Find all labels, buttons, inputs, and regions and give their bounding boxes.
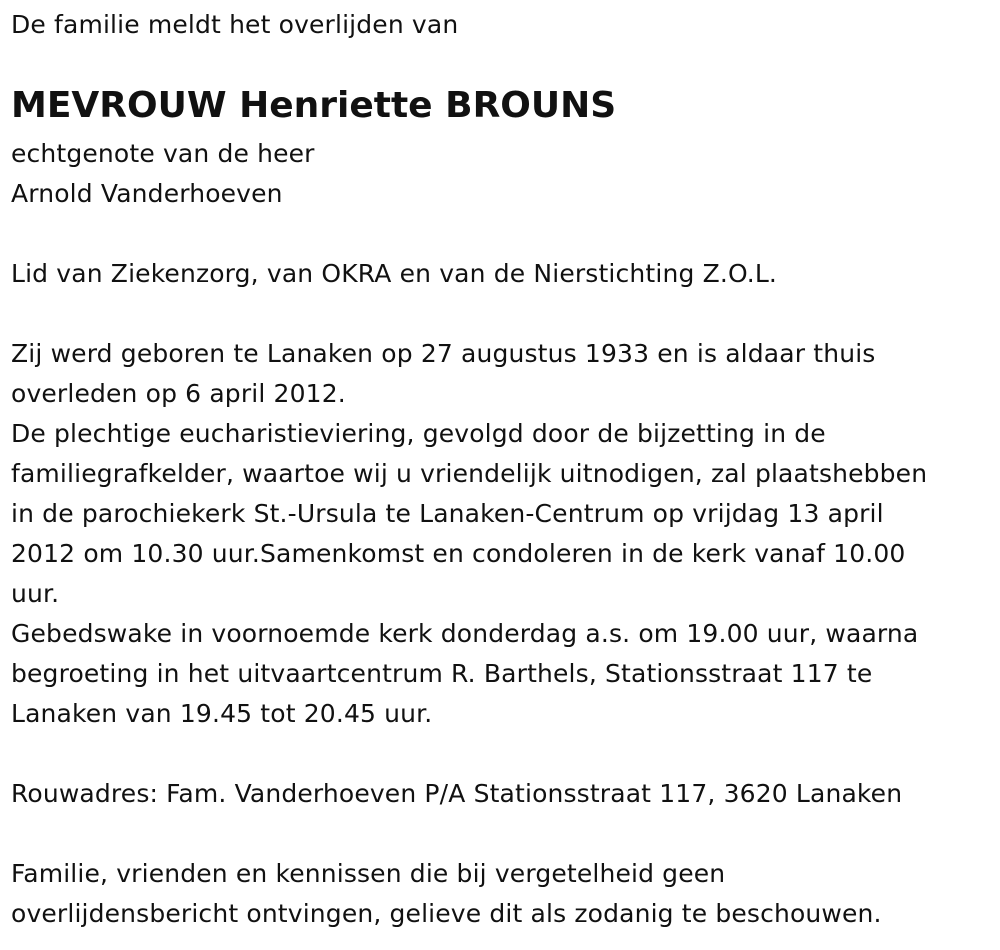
address-block xyxy=(11,774,902,814)
membership-text: Lid van Ziekenzorg, van OKRA en van de Nierstichting Z.O.L. xyxy=(11,259,778,288)
mourning-address: Rouwadres: Fam. Vanderhoeven P/A Stationsstraat 117, 3620 Lanaken xyxy=(11,779,903,808)
details-line: overleden op 6 april 2012. xyxy=(11,379,346,408)
intro-text: De familie meldt het overlijden van xyxy=(11,10,459,39)
membership-block xyxy=(11,254,777,294)
details-block xyxy=(11,334,927,734)
details-line: Gebedswake in voornoemde kerk donderdag a.s. om 19.00 uur, waarna xyxy=(11,619,919,648)
closing-block xyxy=(11,854,882,934)
spouse-line: echtgenote van de heer xyxy=(11,139,315,168)
details-line: Zij werd geboren te Lanaken op 27 augustus 1933 en is aldaar thuis xyxy=(11,339,876,368)
details-line: in de parochiekerk St.-Ursula te Lanaken-Centrum op vrijdag 13 april xyxy=(11,499,884,528)
details-line: De plechtige eucharistieviering, gevolgd door de bijzetting in de xyxy=(11,419,826,448)
closing-line: Familie, vrienden en kennissen die bij vergetelheid geen xyxy=(11,859,726,888)
closing-line: overlijdensbericht ontvingen, gelieve dit als zodanig te beschouwen. xyxy=(11,899,882,928)
spouse-name: Arnold Vanderhoeven xyxy=(11,179,283,208)
details-line: uur. xyxy=(11,579,60,608)
deceased-name: MEVROUW Henriette BROUNS xyxy=(11,85,617,126)
details-line: 2012 om 10.30 uur.Samenkomst en condoleren in de kerk vanaf 10.00 xyxy=(11,539,906,568)
details-line: Lanaken van 19.45 tot 20.45 uur. xyxy=(11,699,433,728)
details-line: begroeting in het uitvaartcentrum R. Barthels, Stationsstraat 117 te xyxy=(11,659,873,688)
details-line: familiegrafkelder, waartoe wij u vriendelijk uitnodigen, zal plaatshebben xyxy=(11,459,928,488)
spouse-block xyxy=(11,134,315,214)
